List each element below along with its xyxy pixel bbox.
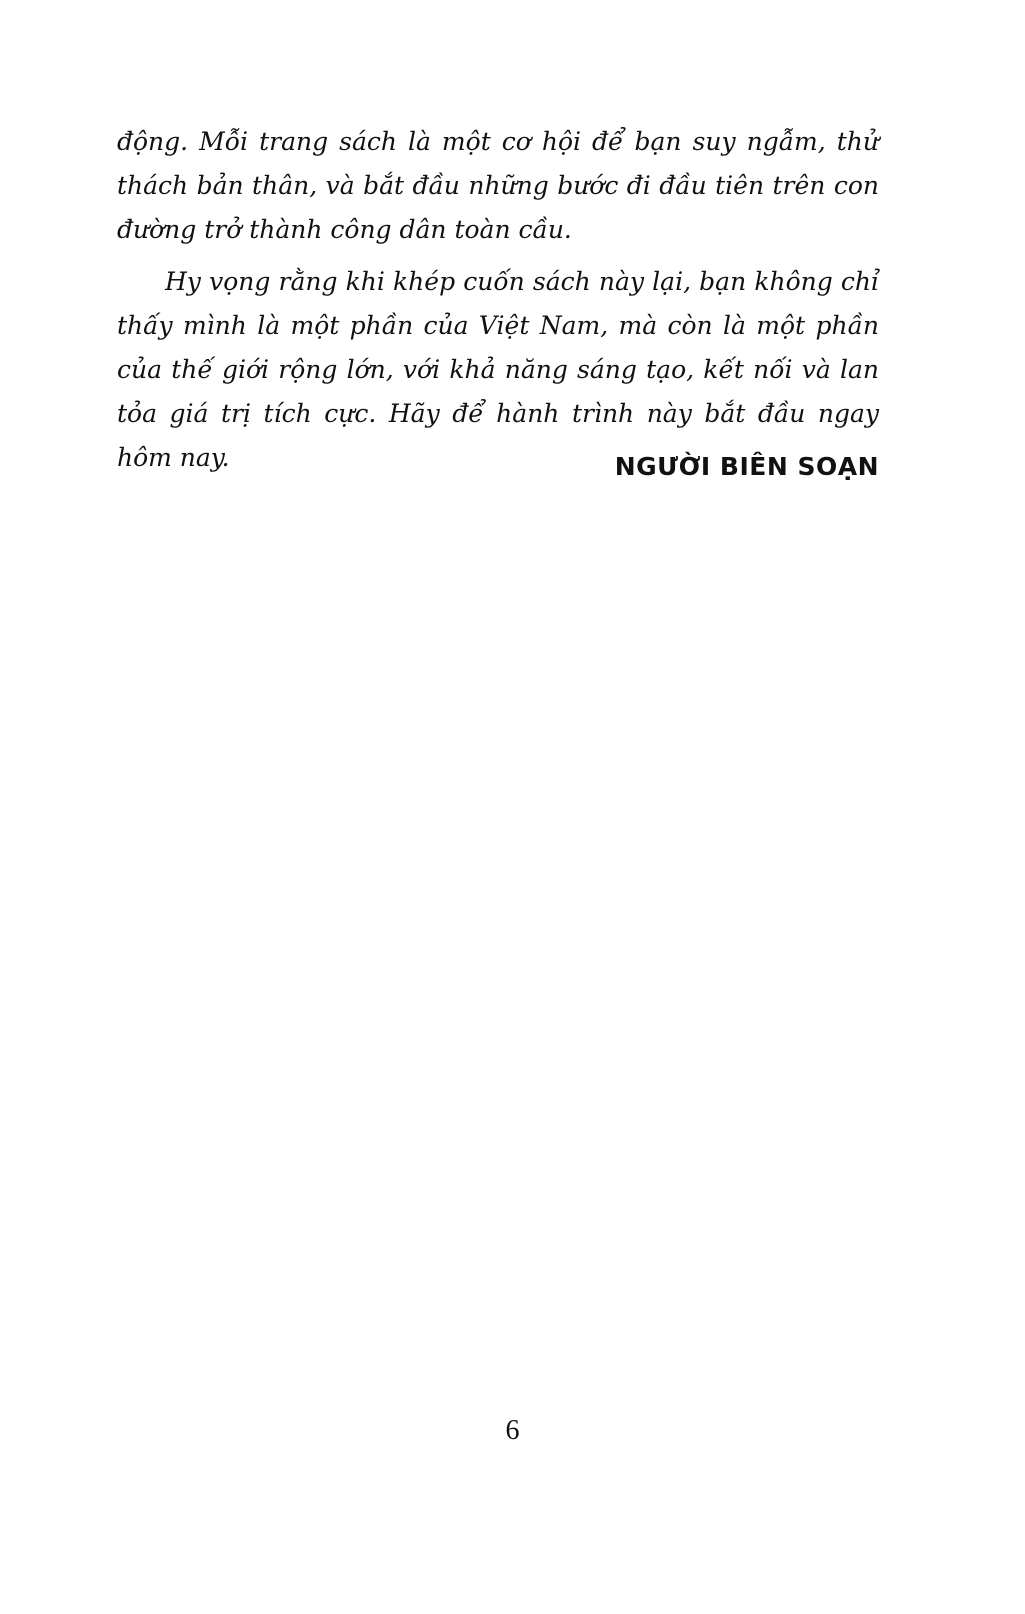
author-signature: NGƯỜI BIÊN SOẠN [614,452,879,481]
paragraph-2: Hy vọng rằng khi khép cuốn sách này lại, bạn không chỉ thấy mình là một phần của Việt Nam, mà còn là một phần của thế giới rộng lớn, với khả năng sáng tạo, kết nối và lan tỏa giá trị tích cực. Hãy để hành trình này bắt đầu ngay hôm nay. [117,267,879,472]
body-text [117,120,879,488]
paragraph-1: động. Mỗi trang sách là một cơ hội để bạn suy ngẫm, thử thách bản thân, và bắt đầu những bước đi đầu tiên trên con đường trở thành công dân toàn cầu. [117,127,879,244]
page-number: 6 [505,1415,520,1446]
